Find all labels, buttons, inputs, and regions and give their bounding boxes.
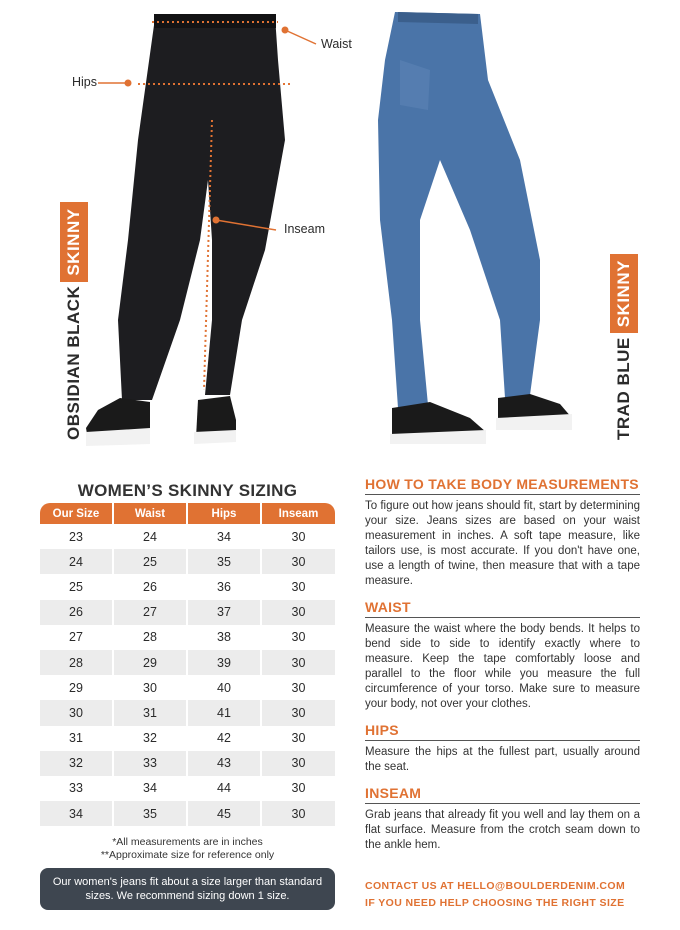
cell-inseam: 30	[262, 600, 335, 625]
cell-waist: 28	[114, 625, 188, 650]
cell-waist: 35	[114, 801, 188, 826]
col-header-hips: Hips	[188, 503, 262, 524]
blue-jeans-image	[378, 12, 572, 444]
black-label-text: OBSIDIAN BLACK	[64, 285, 83, 440]
cell-waist: 26	[114, 574, 188, 599]
cell-hips: 38	[188, 625, 262, 650]
cell-size: 30	[40, 700, 114, 725]
cell-waist: 24	[114, 524, 188, 549]
cell-size: 27	[40, 625, 114, 650]
col-header-inseam: Inseam	[262, 503, 335, 524]
black-jeans-image	[86, 14, 316, 446]
cell-size: 29	[40, 675, 114, 700]
table-header-row	[40, 503, 335, 524]
table-row	[40, 650, 335, 675]
section-heading-inseam: INSEAM	[365, 785, 640, 804]
cell-inseam: 30	[262, 549, 335, 574]
cell-inseam: 30	[291, 630, 306, 645]
contact-email-line[interactable]: CONTACT US AT HELLO@BOULDERDENIM.COM	[365, 880, 626, 892]
cell-hips: 42	[188, 726, 262, 751]
cell-waist: 27	[114, 600, 188, 625]
cell-waist: 30	[114, 675, 188, 700]
cell-hips: 34	[188, 524, 262, 549]
section-body-hips: Measure the hips at the fullest part, usually around the seat.	[365, 746, 640, 773]
cell-size: 24	[40, 549, 114, 574]
measurement-instructions	[365, 476, 640, 863]
table-row	[40, 524, 335, 549]
black-label-highlight: SKINNY	[60, 202, 88, 281]
cell-inseam: 30	[291, 680, 306, 695]
section-heading-how-to: HOW TO TAKE BODY MEASUREMENTS	[365, 476, 640, 495]
table-notes	[40, 836, 335, 862]
black-skinny-label	[60, 202, 88, 440]
cell-waist: 33	[114, 751, 188, 776]
cell-size: 28	[40, 650, 114, 675]
section-heading-hips: HIPS	[365, 722, 640, 741]
fit-note-box	[40, 868, 335, 910]
jeans-illustration	[0, 0, 680, 460]
cell-waist: 32	[114, 726, 188, 751]
cell-size: 34	[40, 801, 114, 826]
cell-hips: 37	[188, 600, 262, 625]
cell-inseam: 30	[262, 751, 335, 776]
cell-inseam: 30	[291, 579, 306, 594]
cell-hips: 35	[188, 549, 262, 574]
blue-label-highlight: SKINNY	[610, 254, 638, 333]
cell-hips: 44	[188, 776, 262, 801]
cell-waist: 29	[114, 650, 188, 675]
cell-hips: 39	[188, 650, 262, 675]
cell-waist: 25	[114, 549, 188, 574]
table-title: WOMEN’S SKINNY SIZING	[77, 481, 298, 500]
col-header-size: Our Size	[40, 503, 114, 524]
section-body-inseam: Grab jeans that already fit you well and lay them on a flat surface. Measure from the crotch seam down to the ankle hem.	[365, 809, 640, 851]
blue-label-text: TRAD BLUE	[614, 337, 633, 440]
section-body-waist: Measure the waist where the body bends. It helps to bend side to side to identify exactly where to measure. Keep the tape comfortably loose and parallel to the floor while you measure the full circumference of your torso. Make sure to measure your body, not over your clothes.	[365, 623, 640, 710]
contact-help-line: IF YOU NEED HELP CHOOSING THE RIGHT SIZE	[365, 897, 625, 909]
cell-hips: 40	[188, 675, 262, 700]
cell-size: 33	[40, 776, 114, 801]
cell-inseam: 30	[262, 650, 335, 675]
table-row	[40, 726, 335, 751]
table-row	[40, 751, 335, 776]
cell-hips: 36	[188, 574, 262, 599]
table-row	[40, 600, 335, 625]
cell-hips: 41	[188, 700, 262, 725]
hips-callout: Hips	[72, 75, 98, 89]
section-body-how-to: To figure out how jeans should fit, start by determining your size. Jeans sizes are based on your waist measurement in inches. A soft tape measure, like tailors use, is most accurate. If you don't have one, use a length of twine, then measure that with a tape measure.	[365, 500, 640, 587]
cell-size: 32	[40, 751, 114, 776]
table-row	[40, 574, 335, 599]
blue-skinny-label	[610, 254, 638, 440]
cell-inseam: 30	[262, 700, 335, 725]
note-inches: *All measurements are in inches	[112, 836, 263, 848]
sizing-table	[40, 503, 335, 826]
product-photos	[0, 0, 680, 460]
cell-inseam: 30	[291, 781, 306, 796]
table-row	[40, 675, 335, 700]
table-row	[40, 776, 335, 801]
table-row	[40, 801, 335, 826]
waist-callout: Waist	[321, 37, 352, 51]
cell-size: 25	[40, 574, 114, 599]
table-row	[40, 625, 335, 650]
cell-size: 26	[40, 600, 114, 625]
cell-size: 31	[40, 726, 114, 751]
table-row	[40, 549, 335, 574]
cell-waist: 31	[114, 700, 188, 725]
contact-block	[365, 878, 640, 912]
inseam-callout: Inseam	[284, 222, 325, 236]
cell-size: 23	[40, 524, 114, 549]
cell-inseam: 30	[291, 731, 306, 746]
note-approximate: **Approximate size for reference only	[100, 849, 275, 861]
cell-waist: 34	[114, 776, 188, 801]
section-heading-waist: WAIST	[365, 599, 640, 618]
cell-inseam: 30	[291, 529, 306, 544]
cell-hips: 45	[188, 801, 262, 826]
cell-hips: 43	[188, 751, 262, 776]
fit-note-text: Our women's jeans fit about a size larger than standard sizes. We recommend sizing down 1 size.	[52, 876, 323, 902]
cell-inseam: 30	[262, 801, 335, 826]
col-header-waist: Waist	[114, 503, 188, 524]
table-row	[40, 700, 335, 725]
